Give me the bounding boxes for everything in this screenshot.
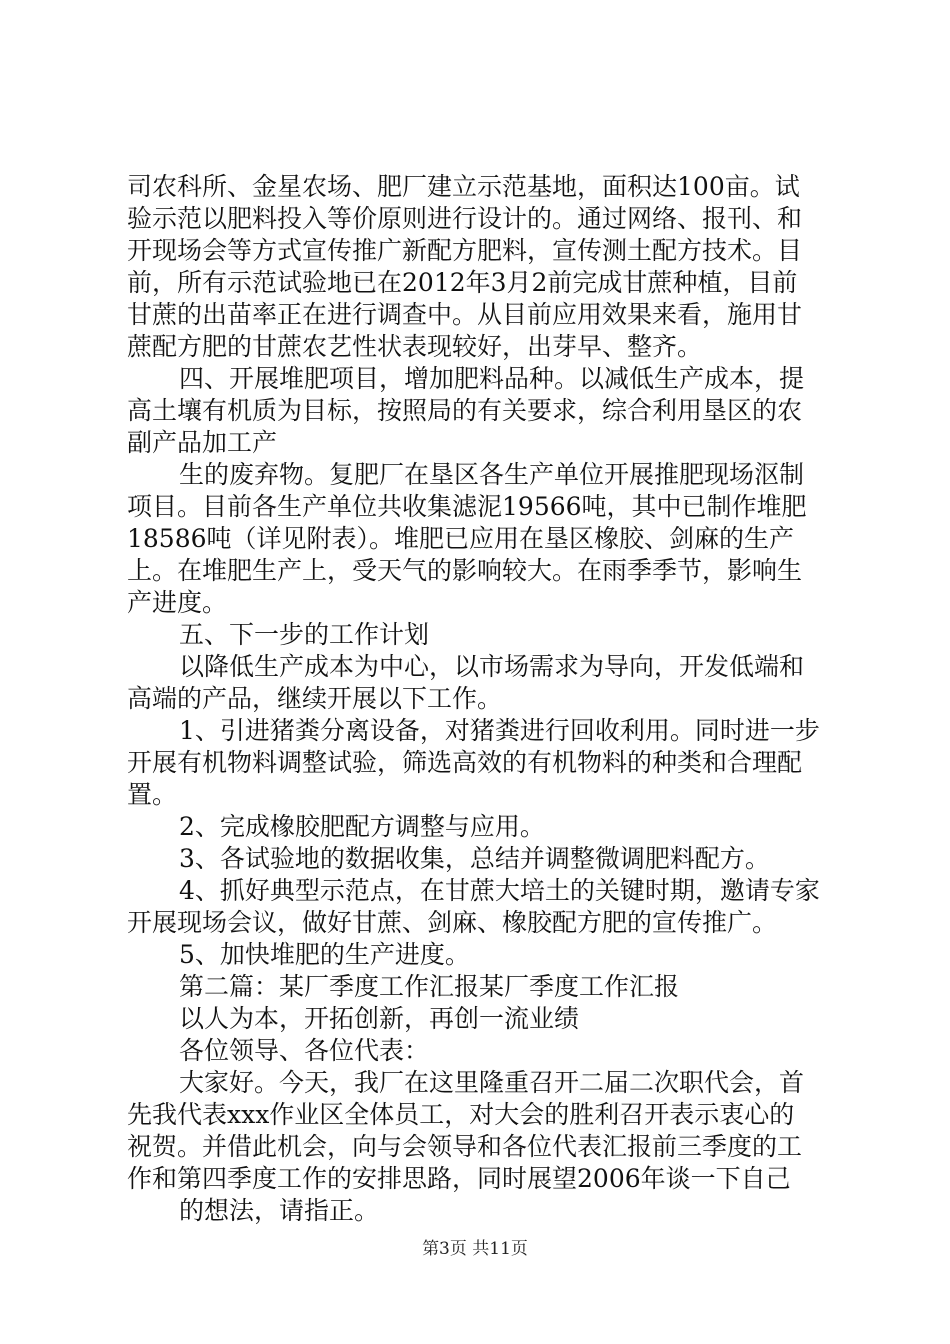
section-heading: 五、下一步的工作计划 xyxy=(179,620,430,649)
text-line: 开展有机物料调整试验，筛选高效的有机物料的种类和合理配 xyxy=(127,748,803,777)
list-item: 4、抓好典型示范点，在甘蔗大培土的关键时期，邀请专家 xyxy=(179,876,820,905)
text-line: 开展现场会议，做好甘蔗、剑麻、橡胶配方肥的宣传推广。 xyxy=(127,908,778,937)
text-line: 开现场会等方式宣传推广新配方肥料，宣传测土配方技术。目 xyxy=(127,236,803,265)
text-line: 高土壤有机质为目标，按照局的有关要求，综合利用垦区的农 xyxy=(127,396,803,425)
text-line: 四、开展堆肥项目，增加肥料品种。以减低生产成本，提 xyxy=(179,364,805,393)
text-line: 前，所有示范试验地已在2012年3月2前完成甘蔗种植，目前 xyxy=(127,268,798,297)
article-title: 第二篇：某厂季度工作汇报某厂季度工作汇报 xyxy=(179,972,680,1001)
text-line: 先我代表xxx作业区全体员工，对大会的胜利召开表示衷心的 xyxy=(127,1100,795,1129)
text-line: 产进度。 xyxy=(127,588,228,617)
text-line: 甘蔗的出苗率正在进行调查中。从目前应用效果来看，施用甘 xyxy=(127,300,803,329)
article-subtitle: 以人为本，开拓创新，再创一流业绩 xyxy=(179,1004,580,1033)
text-line: 蔗配方肥的甘蔗农艺性状表现较好，出芽早、整齐。 xyxy=(127,332,703,361)
text-line: 祝贺。并借此机会，向与会领导和各位代表汇报前三季度的工 xyxy=(127,1132,803,1161)
list-item: 3、各试验地的数据收集，总结并调整微调肥料配方。 xyxy=(179,844,770,873)
text-line: 司农科所、金星农场、肥厂建立示范基地，面积达100亩。试 xyxy=(127,172,800,201)
text-line: 验示范以肥料投入等价原则进行设计的。通过网络、报刊、和 xyxy=(127,204,803,233)
list-item: 2、完成橡胶肥配方调整与应用。 xyxy=(179,812,545,841)
text-line: 上。在堆肥生产上，受天气的影响较大。在雨季季节，影响生 xyxy=(127,556,803,585)
text-line: 以降低生产成本为中心，以市场需求为导向，开发低端和 xyxy=(179,652,805,681)
text-line: 大家好。今天，我厂在这里隆重召开二届二次职代会，首 xyxy=(179,1068,805,1097)
salutation: 各位领导、各位代表： xyxy=(179,1036,430,1065)
text-line: 生的废弃物。复肥厂在垦区各生产单位开展推肥现场沤制 xyxy=(179,460,805,489)
text-line: 18586吨（详见附表）。堆肥已应用在垦区橡胶、剑麻的生产 xyxy=(127,524,795,553)
document-body xyxy=(127,171,837,1227)
list-item: 1、引进猪粪分离设备，对猪粪进行回收利用。同时进一步 xyxy=(179,716,820,745)
text-line: 置。 xyxy=(127,780,178,809)
text-line: 副产品加工产 xyxy=(127,428,278,457)
text-line: 作和第四季度工作的安排思路，同时展望2006年谈一下自己 xyxy=(127,1164,791,1193)
text-line: 项目。目前各生产单位共收集滤泥19566吨，其中已制作堆肥 xyxy=(127,492,807,521)
text-line: 高端的产品，继续开展以下工作。 xyxy=(127,684,503,713)
text-line: 的想法，请指正。 xyxy=(179,1196,380,1225)
page-number: 第3页 共11页 xyxy=(422,1239,528,1259)
list-item: 5、加快堆肥的生产进度。 xyxy=(179,940,470,969)
